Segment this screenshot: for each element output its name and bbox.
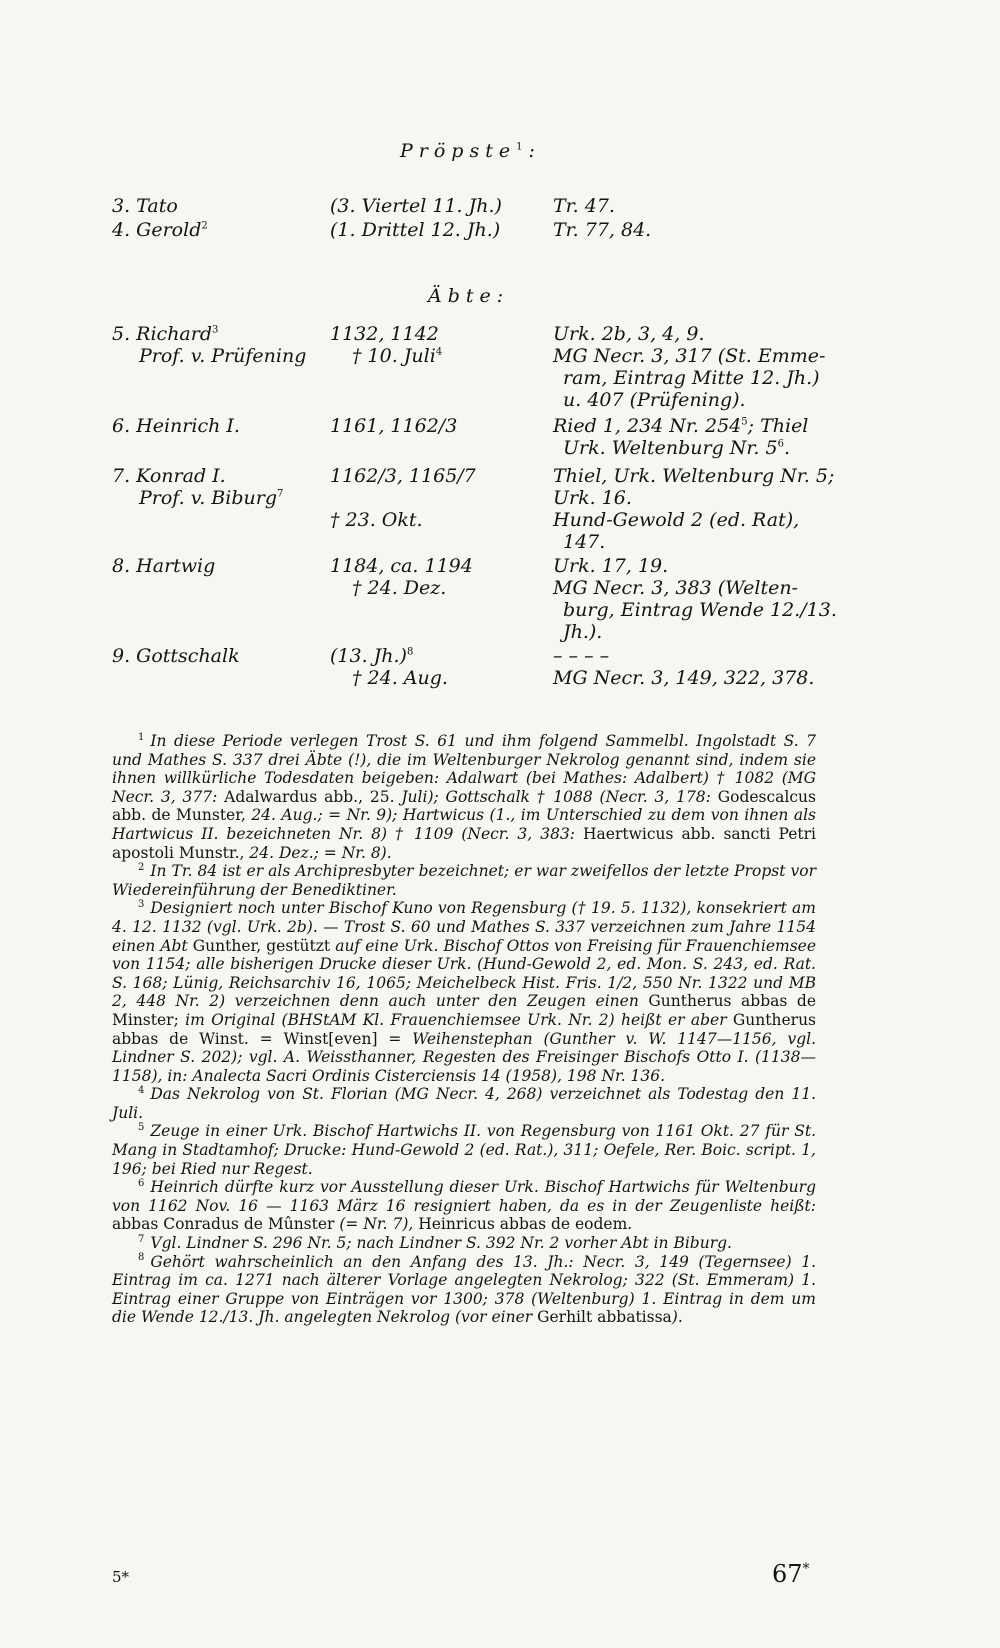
abbot-name-richard: 5. Richard$^3$ Prof. v. Prüfening <box>112 323 307 367</box>
abbot-dates-richard: 1132, 1142 † 10. Juli$^4$ <box>330 323 443 367</box>
footnote-3: $^3$ Designiert noch unter Bischof Kuno von Regensburg († 19. 5. 1132), konsekriert am 4. 12. 1132 (vgl. Urk. 2b). — Trost S. 60 und Mathes S. 337 verzeichnen zum Jahre 1154 einen Abt Gunther, gestützt auf eine Urk. Bischof Ottos von Freising für Frauenchiemsee von 1154; alle bisherigen Drucke dieser Urk. (Hund-Gewold 2, ed. Mon. S. 243, ed. Rat. S. 168; Lünig, Reichsarchiv 16, 1065; Meichelbeck Hist. Fris. 1/2, 550 Nr. 1322 und MB 2, 448 Nr. 2) verzeichnen denn auch unter den Zeugen einen Guntherus abbas de Minster; im Original (BHStAM Kl. Frauenchiemsee Urk. Nr. 2) heißt er aber Guntherus abbas de Winst. = Winst[even] = Weihenstephan (Gunther v. W. 1147—1156, vgl. Lindner S. 202); vgl. A. Weissthanner, Regesten des Freisinger Bischofs Otto I. (1138—1158), in: Analecta Sacri Ordinis Cisterciensis 14 (1958), 198 Nr. 136. <box>112 899 817 1085</box>
page-number: 67* <box>772 1560 810 1588</box>
signature-mark: 5* <box>112 1568 130 1586</box>
abbot-name-gottschalk: 9. Gottschalk <box>112 645 240 667</box>
provost-date-tato: (3. Viertel 11. Jh.) <box>330 195 502 217</box>
provost-name-tato: 3. Tato <box>112 195 178 217</box>
provosts-heading: Pröpste$^1$: <box>400 140 541 162</box>
footnotes <box>112 732 816 1327</box>
abbot-dates-konrad: 1162/3, 1165/7 † 23. Okt. <box>330 465 476 531</box>
provost-source-gerold: Tr. 77, 84. <box>553 219 652 241</box>
abbots-heading: Äbte: <box>428 285 510 307</box>
provost-name-gerold: 4. Gerold$^2$ <box>112 219 208 241</box>
provost-date-gerold: (1. Drittel 12. Jh.) <box>330 219 501 241</box>
footnote-7: $^7$ Vgl. Lindner S. 296 Nr. 5; nach Lindner S. 392 Nr. 2 vorher Abt in Biburg. <box>138 1233 732 1253</box>
footnote-6: $^6$ Heinrich dürfte kurz vor Ausstellung dieser Urk. Bischof Hartwichs für Weltenburg von 1162 Nov. 16 — 1163 März 16 resigniert haben, da es in der Zeugenliste heißt: abbas Conradus de Mûnster (= Nr. 7), Heinricus abbas de eodem. <box>112 1178 816 1234</box>
abbot-dates-hartwig: 1184, ca. 1194 † 24. Dez. <box>330 555 473 599</box>
footnote-4: $^4$ Das Nekrolog von St. Florian (MG Necr. 4, 268) verzeichnet als Todestag den 11. Juli. <box>112 1085 816 1122</box>
abbot-name-hartwig: 8. Hartwig <box>112 555 216 577</box>
abbot-name-heinrich: 6. Heinrich I. <box>112 415 240 437</box>
abbot-dates-heinrich: 1161, 1162/3 <box>330 415 458 437</box>
abbot-sources-konrad: Thiel, Urk. Weltenburg Nr. 5; Urk. 16. Hund-Gewold 2 (ed. Rat), 147. <box>553 465 835 553</box>
abbot-sources-hartwig: Urk. 17, 19. MG Necr. 3, 383 (Welten- burg, Eintrag Wende 12./13. Jh.). <box>553 555 837 643</box>
footnote-1: $^1$ In diese Periode verlegen Trost S. 61 und ihm folgend Sammelbl. Ingolstadt S. 7 und Mathes S. 337 drei Äbte (!), die im Weltenburger Nekrolog genannt sind, indem sie ihnen willkürliche Todesdaten beigeben: Adalwart (bei Mathes: Adalbert) † 1082 (MG Necr. 3, 377: Adalwardus abb., 25. Juli); Gottschalk † 1088 (Necr. 3, 178: Godescalcus abb. de Munster, 24. Aug.; = Nr. 9); Hartwicus (1., im Unterschied zu dem von ihnen als Hartwicus II. bezeichneten Nr. 8) † 1109 (Necr. 3, 383: Haertwicus abb. sancti Petri apostoli Munstr., 24. Dez.; = Nr. 8). <box>112 731 816 862</box>
abbot-sources-gottschalk: – – – – MG Necr. 3, 149, 322, 378. <box>553 645 815 689</box>
abbot-sources-heinrich: Ried 1, 234 Nr. $254^5$; Thiel Urk. Weltenburg Nr. $5^6$. <box>553 415 809 459</box>
abbot-name-konrad: 7. Konrad I. Prof. v. Biburg$^7$ <box>112 465 284 509</box>
provost-source-tato: Tr. 47. <box>553 195 615 217</box>
footnote-2: $^2$ In Tr. 84 ist er als Archipresbyter bezeichnet; er war zweifellos der letzte Propst vor Wiedereinführung der Benediktiner. <box>112 862 816 899</box>
abbot-sources-richard: Urk. 2b, 3, 4, 9. MG Necr. 3, 317 (St. Emme- ram, Eintrag Mitte 12. Jh.) u. 407 (Prüfening). <box>553 323 826 411</box>
abbot-dates-gottschalk: (13. Jh.)$^8$ † 24. Aug. <box>330 645 448 689</box>
footnote-5: $^5$ Zeuge in einer Urk. Bischof Hartwichs II. von Regensburg von 1161 Okt. 27 für St. Mang in Stadtamhof; Drucke: Hund-Gewold 2 (ed. Rat.), 311; Oefele, Rer. Boic. script. 1, 196; bei Ried nur Regest. <box>112 1122 816 1178</box>
footnote-8: $^8$ Gehört wahrscheinlich an den Anfang des 13. Jh.: Necr. 3, 149 (Tegernsee) 1. Eintrag im ca. 1271 nach älterer Vorlage angelegten Nekrolog; 322 (St. Emmeram) 1. Eintrag einer Gruppe von Einträgen vor 1300; 378 (Weltenburg) 1. Eintrag in dem um die Wende 12./13. Jh. angelegten Nekrolog (vor einer Gerhilt abbatissa). <box>112 1252 816 1327</box>
